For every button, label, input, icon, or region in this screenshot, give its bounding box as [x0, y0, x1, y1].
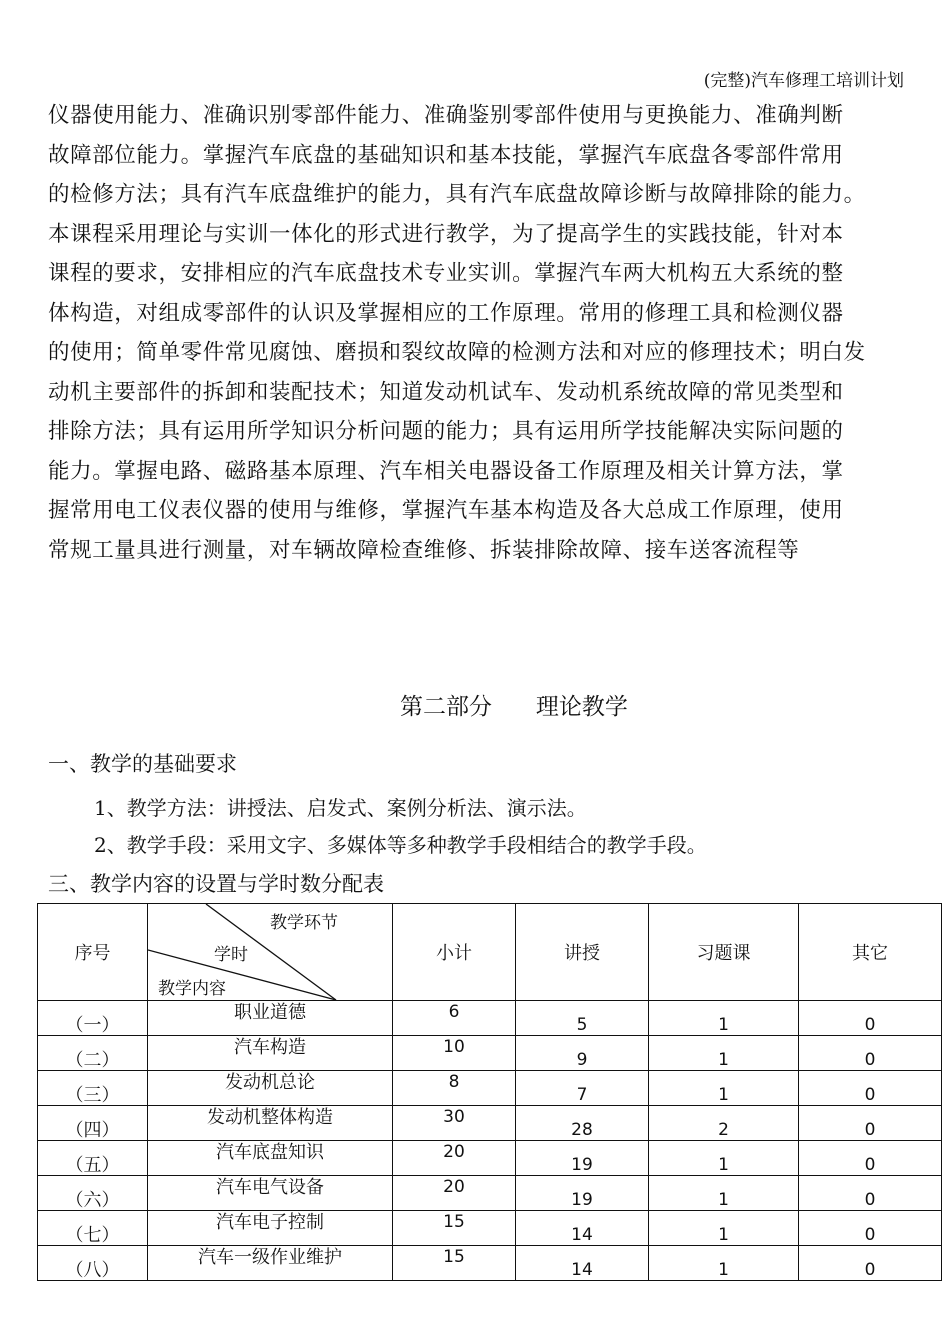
- heading-basic-requirements: 一、教学的基础要求: [48, 752, 237, 776]
- section-name: 理论教学: [535, 694, 628, 720]
- paragraph-line: 能力。掌握电路、磁路基本原理、汽车相关电器设备工作原理及相关计算方法，掌: [48, 458, 844, 484]
- row-lecture-cell: [516, 1036, 649, 1071]
- row-seq-cell: [38, 1106, 148, 1141]
- row-other-cell: [799, 1036, 942, 1071]
- table-row: [38, 1036, 942, 1071]
- row-other: 0: [864, 1084, 876, 1105]
- heading-content-table: 三、教学内容的设置与学时数分配表: [48, 872, 384, 896]
- row-content: 发动机总论: [225, 1072, 315, 1093]
- row-lecture-cell: [516, 1176, 649, 1211]
- row-exercise: 1: [718, 1084, 729, 1105]
- row-subtotal: 15: [443, 1246, 465, 1267]
- row-other: 0: [864, 1119, 876, 1140]
- row-exercise-cell: [649, 1141, 799, 1176]
- row-lecture-cell: [516, 1071, 649, 1106]
- row-seq-cell: [38, 1141, 148, 1176]
- row-lecture: 9: [576, 1049, 588, 1070]
- row-seq: （二）: [65, 1050, 120, 1071]
- row-other: 0: [864, 1154, 876, 1175]
- row-subtotal-cell: [393, 1141, 516, 1176]
- row-exercise: 1: [718, 1154, 729, 1175]
- row-seq-cell: [38, 1246, 148, 1281]
- row-other-cell: [799, 1106, 942, 1141]
- row-seq: （四）: [65, 1120, 120, 1141]
- table-row: [38, 1141, 942, 1176]
- row-seq: （八）: [65, 1260, 120, 1281]
- row-other-cell: [799, 1246, 942, 1281]
- paragraph-line: 握常用电工仪表仪器的使用与维修，掌握汽车基本构造及各大总成工作原理，使用: [48, 498, 844, 523]
- row-exercise: 1: [718, 1014, 729, 1035]
- table-row: [38, 1246, 942, 1281]
- row-subtotal-cell: [393, 1106, 516, 1141]
- row-subtotal: 15: [443, 1211, 465, 1232]
- header-subtotal: 小计: [393, 904, 516, 1001]
- paragraph-line: 课程的要求，安排相应的汽车底盘技术专业实训。掌握汽车两大机构五大系统的整: [48, 261, 844, 286]
- paragraph-line: 的使用；简单零件常见腐蚀、磨损和裂纹故障的检测方法和对应的修理技术；明白发: [48, 340, 866, 365]
- header-seq: 序号: [38, 904, 148, 1001]
- body-paragraph: [48, 96, 908, 570]
- row-seq-cell: [38, 1001, 148, 1036]
- row-lecture: 14: [571, 1259, 593, 1280]
- row-content: 发动机整体构造: [207, 1107, 333, 1128]
- row-content-cell: [148, 1246, 393, 1281]
- table-header-row: [38, 904, 942, 1001]
- row-other: 0: [864, 1259, 876, 1280]
- row-content-cell: [148, 1001, 393, 1036]
- row-subtotal: 6: [448, 1001, 460, 1022]
- row-seq-cell: [38, 1071, 148, 1106]
- row-lecture-cell: [516, 1001, 649, 1036]
- row-content-cell: [148, 1071, 393, 1106]
- row-seq: （三）: [65, 1085, 120, 1106]
- row-exercise: 2: [718, 1119, 729, 1140]
- row-content: 职业道德: [234, 1002, 306, 1023]
- paragraph-line: 体构造，对组成零部件的认识及掌握相应的工作原理。常用的修理工具和检测仪器: [48, 300, 844, 326]
- header-diagonal-cell: [148, 904, 393, 1001]
- row-exercise-cell: [649, 1036, 799, 1071]
- row-exercise-cell: [649, 1071, 799, 1106]
- row-content: 汽车电子控制: [216, 1212, 324, 1233]
- row-exercise: 1: [718, 1189, 729, 1210]
- row-exercise-cell: [649, 1176, 799, 1211]
- row-seq: （六）: [65, 1190, 120, 1211]
- row-other: 0: [864, 1189, 876, 1210]
- table-row: [38, 1211, 942, 1246]
- row-seq: （七）: [65, 1225, 120, 1246]
- section-part: 第二部分: [400, 694, 492, 720]
- paragraph-line: 故障部位能力。掌握汽车底盘的基础知识和基本技能，掌握汽车底盘各零部件常用: [48, 142, 844, 168]
- paragraph-line: 常规工量具进行测量，对车辆故障检查维修、拆装排除故障、接车送客流程等: [48, 537, 800, 563]
- row-exercise: 1: [718, 1224, 729, 1245]
- header-diag-top: 教学环节: [270, 913, 338, 933]
- row-content: 汽车构造: [234, 1037, 306, 1058]
- row-other-cell: [799, 1211, 942, 1246]
- row-lecture-cell: [516, 1141, 649, 1176]
- table-row: [38, 1071, 942, 1106]
- paragraph-line: 的检修方法；具有汽车底盘维护的能力，具有汽车底盘故障诊断与故障排除的能力。: [48, 182, 866, 207]
- item-teaching-means: 2、教学手段：采用文字、多媒体等多种教学手段相结合的教学手段。: [94, 833, 707, 857]
- row-lecture: 5: [576, 1014, 588, 1035]
- row-other-cell: [799, 1071, 942, 1106]
- row-content-cell: [148, 1106, 393, 1141]
- row-exercise-cell: [649, 1106, 799, 1141]
- row-lecture: 28: [571, 1119, 593, 1140]
- row-content: 汽车底盘知识: [216, 1142, 324, 1163]
- header-lecture: 讲授: [516, 904, 649, 1001]
- row-content: 汽车电气设备: [216, 1177, 324, 1198]
- row-other: 0: [864, 1224, 876, 1245]
- row-subtotal: 20: [443, 1141, 465, 1162]
- header-other: 其它: [799, 904, 942, 1001]
- row-lecture: 19: [571, 1189, 593, 1210]
- row-other: 0: [864, 1014, 876, 1035]
- row-lecture: 19: [571, 1154, 593, 1175]
- table-row: [38, 1001, 942, 1036]
- row-subtotal-cell: [393, 1071, 516, 1106]
- row-content-cell: [148, 1141, 393, 1176]
- row-exercise-cell: [649, 1211, 799, 1246]
- row-lecture: 14: [571, 1224, 593, 1245]
- row-seq-cell: [38, 1036, 148, 1071]
- row-subtotal-cell: [393, 1246, 516, 1281]
- row-other-cell: [799, 1141, 942, 1176]
- row-content-cell: [148, 1036, 393, 1071]
- row-content: 汽车一级作业维护: [198, 1247, 342, 1268]
- table-row: [38, 1176, 942, 1211]
- row-content-cell: [148, 1211, 393, 1246]
- row-subtotal: 20: [443, 1176, 465, 1197]
- section-title: [400, 688, 628, 721]
- row-content-cell: [148, 1176, 393, 1211]
- row-subtotal-cell: [393, 1176, 516, 1211]
- row-seq-cell: [38, 1211, 148, 1246]
- row-exercise: 1: [718, 1259, 729, 1280]
- row-exercise-cell: [649, 1246, 799, 1281]
- header-exercise: 习题课: [649, 904, 799, 1001]
- row-subtotal: 8: [448, 1071, 460, 1092]
- hours-table: [37, 903, 942, 1281]
- paragraph-line: 排除方法；具有运用所学知识分析问题的能力；具有运用所学技能解决实际问题的: [48, 419, 844, 444]
- header-diag-bottom: 教学内容: [158, 979, 226, 999]
- row-seq: （一）: [65, 1015, 120, 1036]
- row-other-cell: [799, 1176, 942, 1211]
- row-lecture-cell: [516, 1246, 649, 1281]
- paragraph-line: 仪器使用能力、准确识别零部件能力、准确鉴别零部件使用与更换能力、准确判断: [48, 103, 844, 128]
- row-exercise: 1: [718, 1049, 729, 1070]
- row-subtotal: 30: [443, 1106, 465, 1127]
- row-other-cell: [799, 1001, 942, 1036]
- row-subtotal-cell: [393, 1036, 516, 1071]
- row-lecture-cell: [516, 1211, 649, 1246]
- paragraph-line: 本课程采用理论与实训一体化的形式进行教学，为了提高学生的实践技能，针对本: [48, 221, 844, 247]
- row-lecture: 7: [576, 1084, 588, 1105]
- row-subtotal-cell: [393, 1211, 516, 1246]
- paragraph-line: 动机主要部件的拆卸和装配技术；知道发动机试车、发动机系统故障的常见类型和: [48, 379, 844, 405]
- row-seq-cell: [38, 1176, 148, 1211]
- row-seq: （五）: [65, 1155, 120, 1176]
- row-subtotal-cell: [393, 1001, 516, 1036]
- table-row: [38, 1106, 942, 1141]
- row-other: 0: [864, 1049, 876, 1070]
- row-lecture-cell: [516, 1106, 649, 1141]
- document-header: (完整)汽车修理工培训计划: [703, 71, 904, 91]
- header-diag-mid: 学时: [214, 945, 248, 965]
- row-exercise-cell: [649, 1001, 799, 1036]
- row-subtotal: 10: [443, 1036, 465, 1057]
- item-teaching-methods: 1、教学方法：讲授法、启发式、案例分析法、演示法。: [94, 796, 587, 820]
